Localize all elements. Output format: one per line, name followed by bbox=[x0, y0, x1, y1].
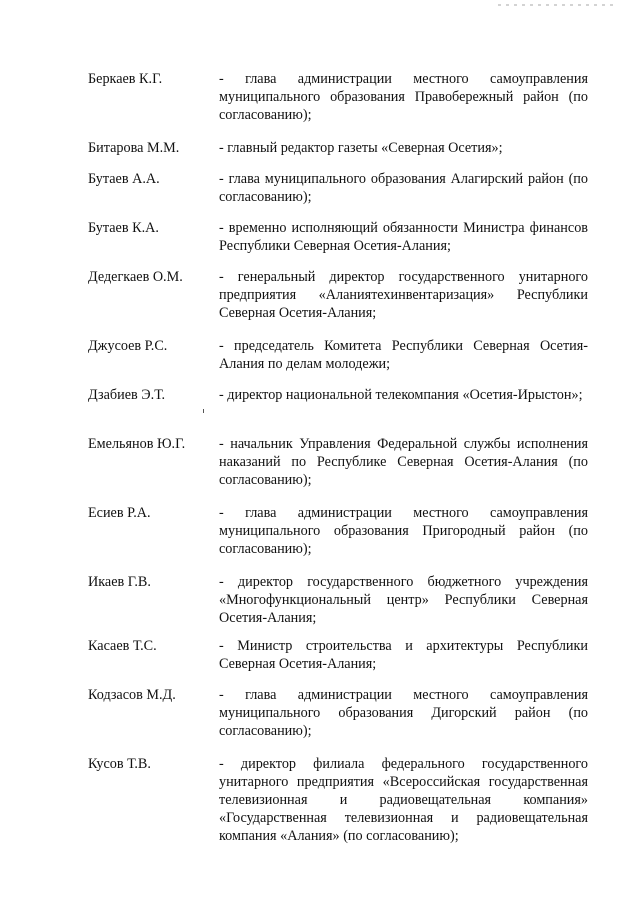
member-position: - генеральный директор государственного унитарного предприятия «Аланиятехинвентаризация» Республики Северная Осетия-Алания; bbox=[219, 269, 588, 321]
member-position: - директор государственного бюджетного учреждения «Многофункциональный центр» Республики Северная Осетия-Алания; bbox=[219, 574, 588, 626]
member-name: Есиев Р.А. bbox=[88, 505, 151, 521]
member-position: - главный редактор газеты «Северная Осетия»; bbox=[219, 140, 503, 156]
member-name: Дедегкаев О.М. bbox=[88, 269, 183, 285]
scan-speck bbox=[203, 409, 204, 413]
member-position: - начальник Управления Федеральной службы исполнения наказаний по Республике Северная Осетия-Алания (по согласованию); bbox=[219, 436, 588, 488]
member-position: - председатель Комитета Республики Северная Осетия-Алания по делам молодежи; bbox=[219, 338, 588, 372]
member-position: - глава муниципального образования Алагирский район (по согласованию); bbox=[219, 171, 588, 205]
member-name: Бутаев К.А. bbox=[88, 220, 159, 236]
member-name: Дзабиев Э.Т. bbox=[88, 387, 165, 403]
member-name: Битарова М.М. bbox=[88, 140, 180, 156]
member-name: Беркаев К.Г. bbox=[88, 71, 163, 87]
member-name: Бутаев А.А. bbox=[88, 171, 160, 187]
member-position: - Министр строительства и архитектуры Республики Северная Осетия-Алания; bbox=[219, 638, 588, 672]
member-position: - глава администрации местного самоуправления муниципального образования Дигорский район (по согласованию); bbox=[219, 687, 588, 739]
member-position: - директор филиала федерального государственного унитарного предприятия «Всероссийская государственная телевизионная и радиовещательная компания» «Государственная телевизионная и радиовещательная компания «Алания» (по согласованию); bbox=[219, 756, 588, 844]
scan-artifact bbox=[498, 4, 618, 6]
member-position: - глава администрации местного самоуправления муниципального образования Правобережный район (по согласованию); bbox=[219, 71, 588, 123]
member-position: - директор национальной телекомпания «Осетия-Ирыстон»; bbox=[219, 387, 583, 403]
member-name: Касаев Т.С. bbox=[88, 638, 157, 654]
member-name: Джусоев Р.С. bbox=[88, 338, 168, 354]
member-name: Икаев Г.В. bbox=[88, 574, 151, 590]
member-name: Кусов Т.В. bbox=[88, 756, 151, 772]
member-position: - глава администрации местного самоуправления муниципального образования Пригородный район (по согласованию); bbox=[219, 505, 588, 557]
member-name: Емельянов Ю.Г. bbox=[88, 436, 186, 452]
member-name: Кодзасов М.Д. bbox=[88, 687, 176, 703]
member-position: - временно исполняющий обязанности Министра финансов Республики Северная Осетия-Алания; bbox=[219, 220, 588, 254]
